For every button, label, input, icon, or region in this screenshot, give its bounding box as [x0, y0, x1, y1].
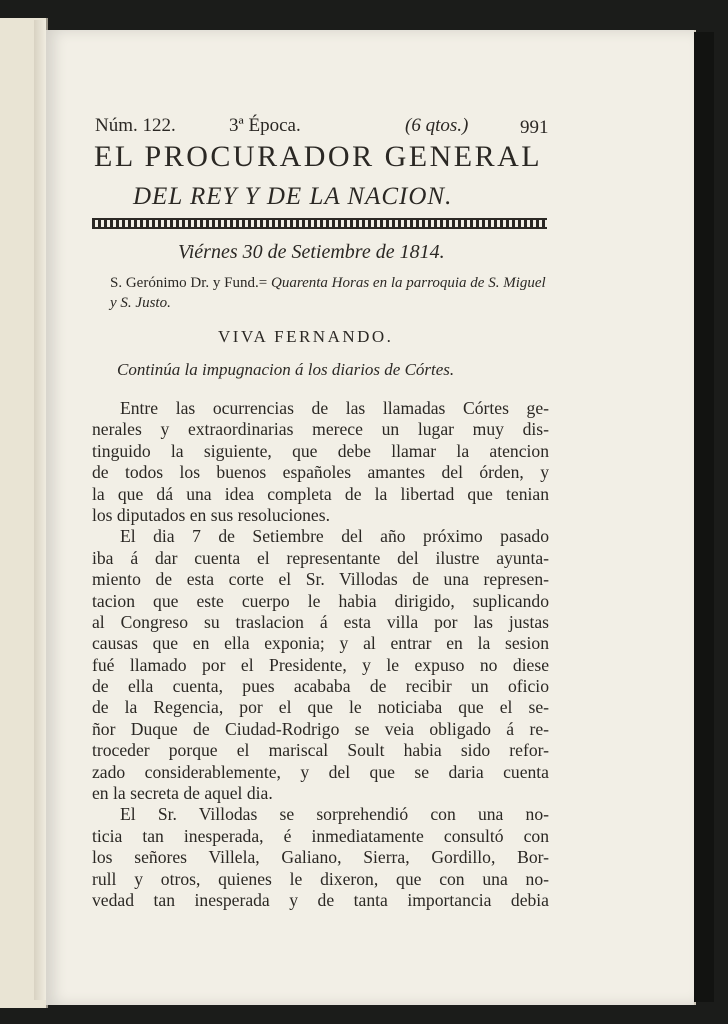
- text-line: El dia 7 de Setiembre del año próximo pasado: [120, 526, 549, 547]
- section-subheading: Continúa la impugnacion á los diarios de Córtes.: [117, 360, 455, 379]
- text-line: al Congreso su traslacion á esta villa por las justas: [92, 611, 549, 632]
- epoch-label: 3ª Época.: [229, 115, 301, 136]
- text-line: tacion que este cuerpo le habia dirigido, suplicando: [92, 590, 549, 611]
- dateline: Viérnes 30 de Setiembre de 1814.: [178, 241, 445, 263]
- article-body: [92, 398, 549, 911]
- text-line: fué llamado por el Presidente, y le expuso no diese: [92, 654, 549, 675]
- masthead-subtitle: DEL REY Y DE LA NACION.: [133, 183, 453, 210]
- binding-gutter: [34, 20, 46, 1000]
- text-line: ticia tan inesperada, é inmediatamente consultó con: [92, 825, 549, 846]
- masthead-title: EL PROCURADOR GENERAL: [94, 140, 543, 173]
- issue-number: Núm. 122.: [95, 115, 176, 136]
- text-line: vedad tan inesperada y de tanta importancia debia: [92, 889, 549, 910]
- section-heading: VIVA FERNANDO.: [218, 327, 394, 346]
- text-line: zado considerablemente, y del que se daria cuenta: [92, 761, 549, 782]
- text-line: nerales y extraordinarias merece un lugar muy dis-: [92, 419, 549, 440]
- paragraph-2: [92, 526, 549, 804]
- text-line: la que dá una idea completa de la libertad que tenian: [92, 483, 549, 504]
- paragraph-3: [92, 804, 549, 911]
- paragraph-1: [92, 398, 549, 526]
- text-line: los señores Villela, Galiano, Sierra, Gordillo, Bor-: [92, 847, 549, 868]
- text-line: miento de esta corte el Sr. Villodas de una represen-: [92, 569, 549, 590]
- page-number: 991: [520, 117, 549, 138]
- saint-note-part1: S. Gerónimo Dr. y Fund.: [110, 275, 259, 291]
- text-line: tinguido la siguiente, que debe llamar la atencion: [92, 440, 549, 461]
- text-line: troceder porque el mariscal Soult habia sido refor-: [92, 740, 549, 761]
- saint-note: [110, 273, 550, 313]
- ornamental-rule: [92, 218, 547, 229]
- text-line: de ella cuenta, pues acababa de recibir un oficio: [92, 676, 549, 697]
- text-line: de todos los buenos españoles amantes del órden, y: [92, 462, 549, 483]
- text-line: los diputados en sus resoluciones.: [92, 504, 330, 525]
- saint-note-part2: Quarenta Horas en la parroquia de S. Miguel y S. Justo.: [110, 275, 546, 311]
- text-line: causas que en ella exponia; y al entrar en la sesion: [92, 633, 549, 654]
- text-line: iba á dar cuenta el representante del ilustre ayunta-: [92, 547, 549, 568]
- quarters-note: (6 qtos.): [405, 115, 469, 136]
- text-line: El Sr. Villodas se sorprehendió con una no-: [120, 804, 549, 825]
- saint-note-separator: =: [258, 275, 268, 291]
- page-shadow: [694, 32, 714, 1002]
- text-line: Entre las ocurrencias de las llamadas Córtes ge-: [120, 398, 549, 418]
- text-line: ñor Duque de Ciudad-Rodrigo se veia obligado á re-: [92, 718, 549, 739]
- text-line: de la Regencia, por el que le noticiaba que el se-: [92, 697, 549, 718]
- text-line: en la secreta de aquel dia.: [92, 783, 273, 804]
- issue-header: [95, 115, 549, 139]
- text-line: rull y otros, quienes le dixeron, que con una no-: [92, 868, 549, 889]
